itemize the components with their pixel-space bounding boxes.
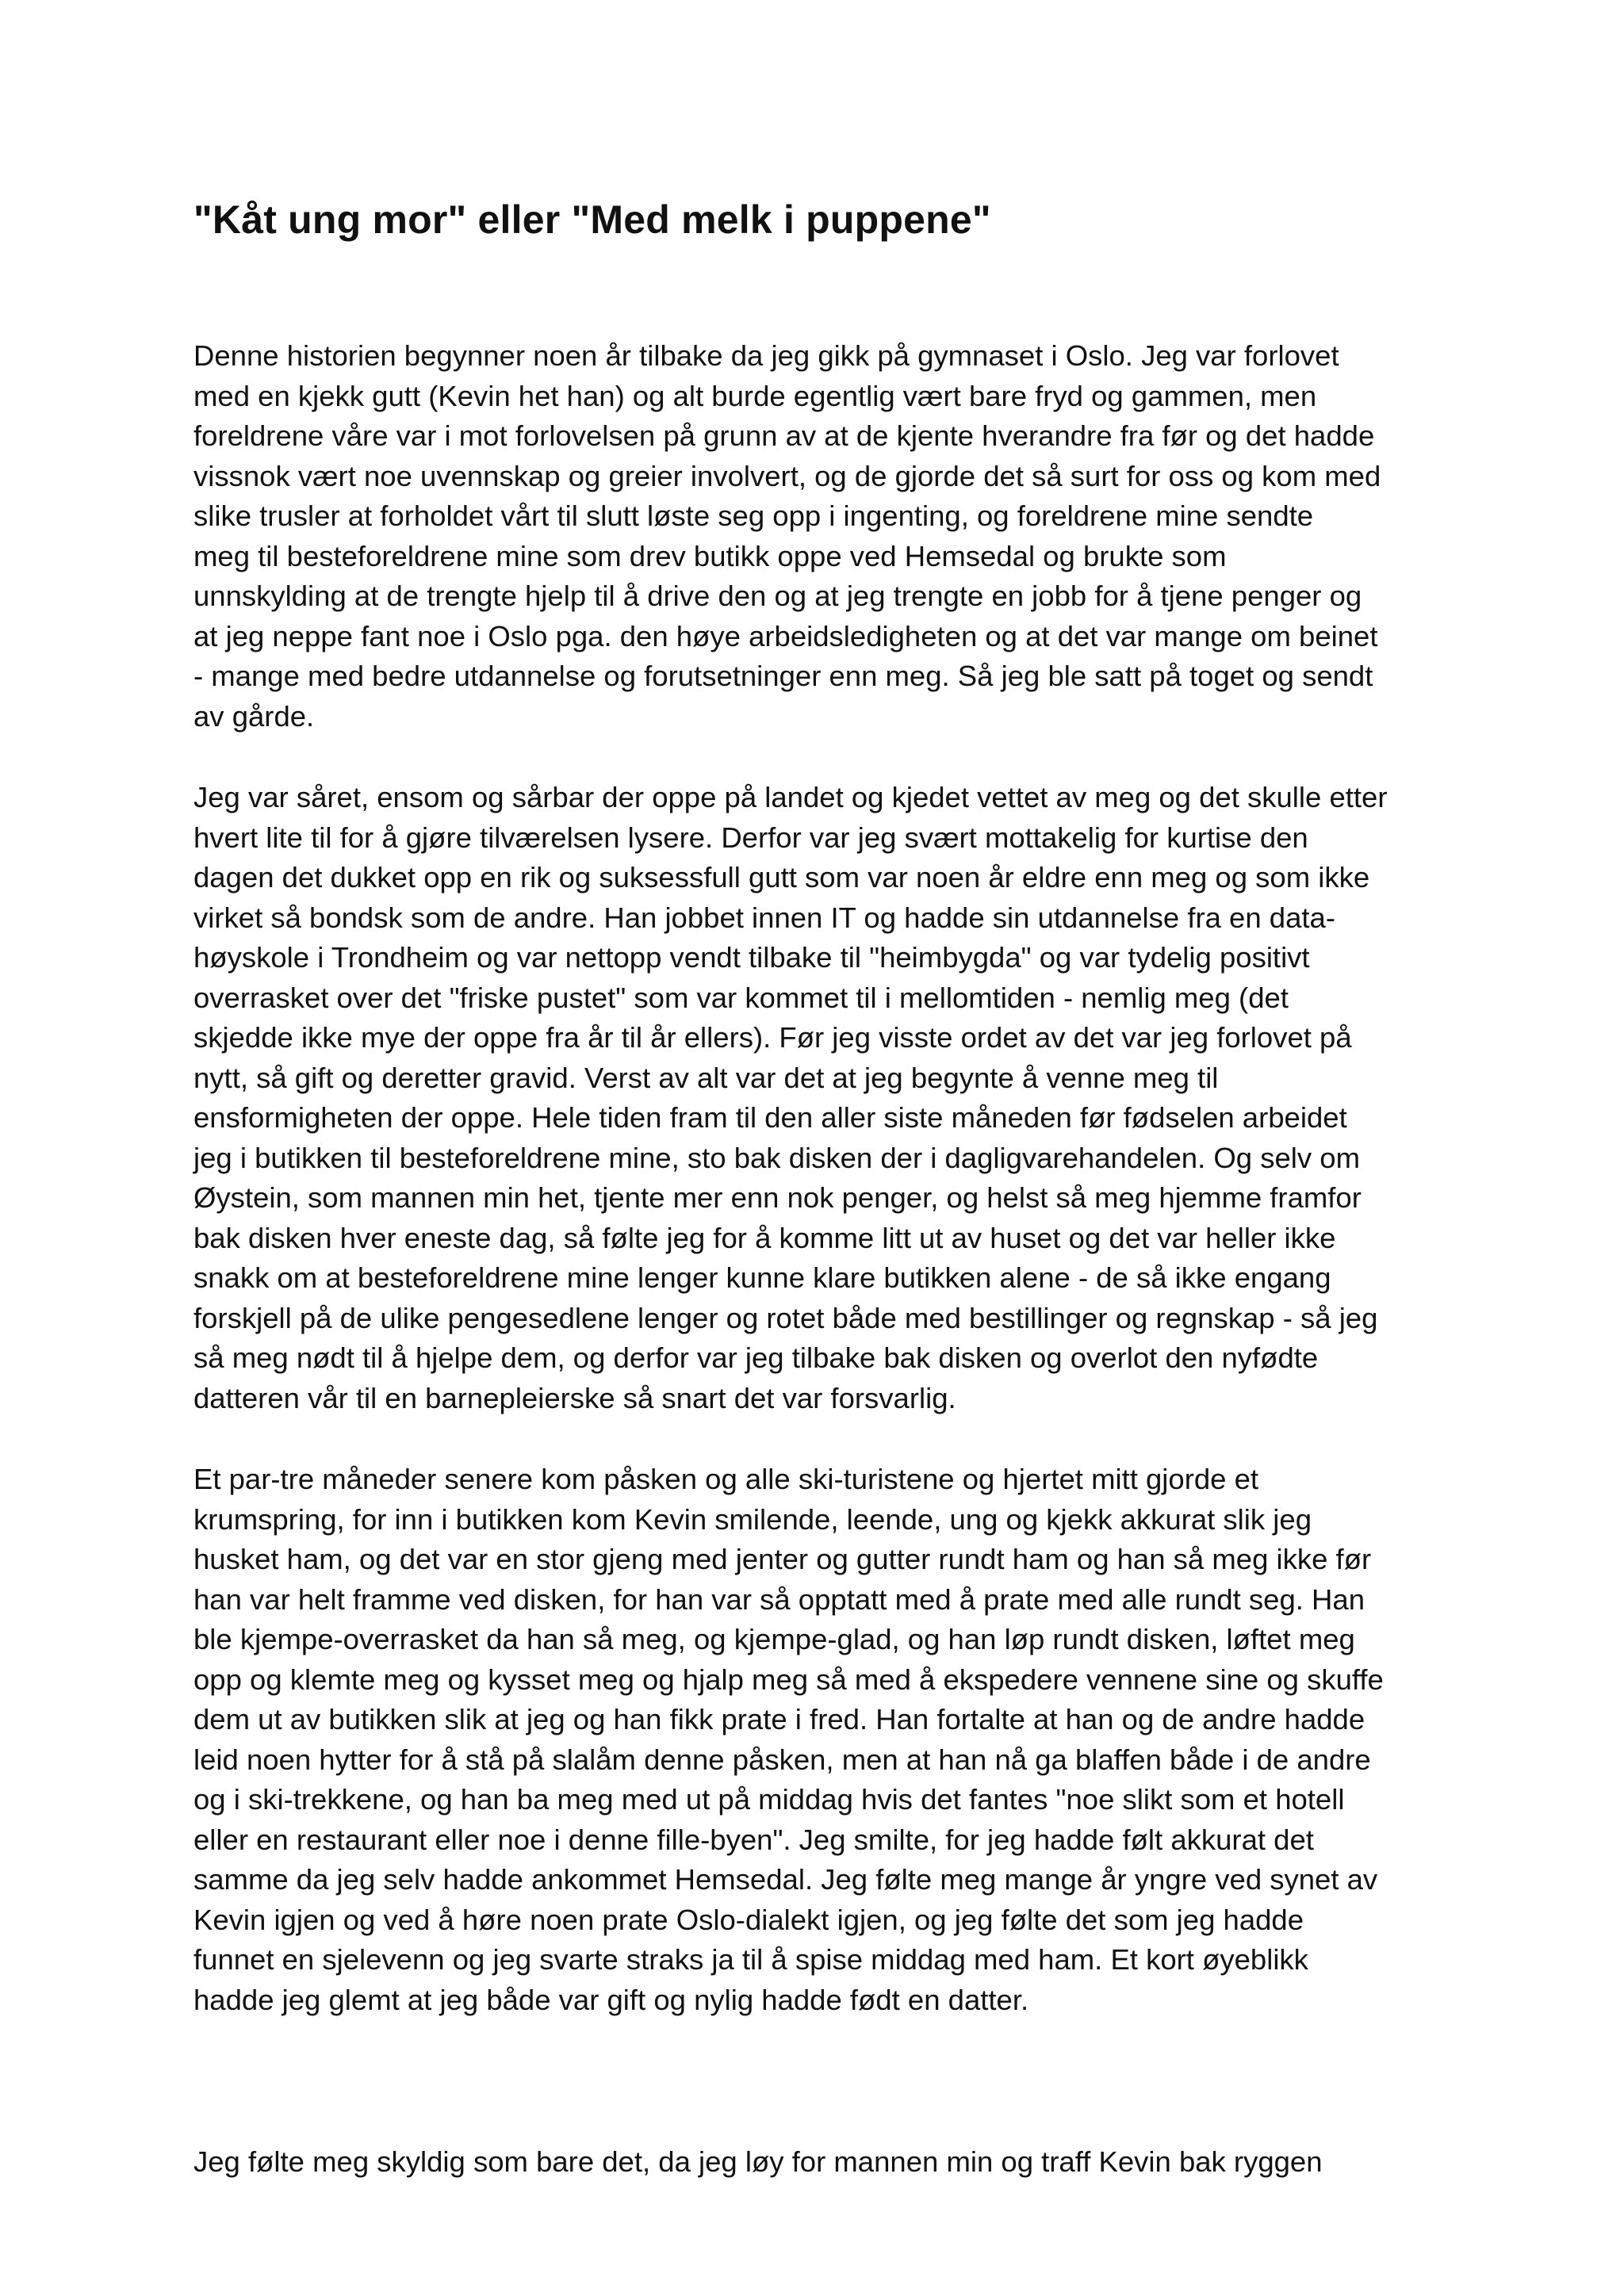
text-line: funnet en sjelevenn og jeg svarte straks ja til å spise middag med ham. Et kort øyeblikk	[193, 1943, 1308, 1976]
text-line: unnskylding at de trengte hjelp til å drive den og at jeg trengte en jobb for å tjene penger og	[193, 580, 1362, 612]
text-line: forskjell på de ulike pengesedlene lenger og rotet både med bestillinger og regnskap - så jeg	[193, 1301, 1378, 1334]
text-line: skjedde ikke mye der oppe fra år til år ellers). Før jeg visste ordet av det var jeg forlovet på	[193, 1021, 1352, 1054]
document-title: "Kåt ung mor" eller "Med melk i puppene"	[193, 197, 991, 242]
text-line: - mange med bedre utdannelse og forutsetninger enn meg. Så jeg ble satt på toget og sendt	[193, 660, 1373, 692]
text-line: han var helt framme ved disken, for han var så opptatt med å prate med alle rundt seg. Han	[193, 1582, 1365, 1616]
paragraph-4	[193, 2142, 1323, 2183]
text-line: Jeg var såret, ensom og sårbar der oppe på landet og kjedet vettet av meg og det skulle etter	[193, 781, 1388, 813]
text-line: dagen det dukket opp en rik og suksessfull gutt som var noen år eldre enn meg og som ikke	[193, 861, 1370, 894]
text-line: Denne historien begynner noen år tilbake da jeg gikk på gymnaset i Oslo. Jeg var forlovet	[193, 339, 1339, 372]
text-line: og i ski-trekkene, og han ba meg med ut på middag hvis det fantes "noe slikt som et hotell	[193, 1783, 1345, 1816]
text-line: leid noen hytter for å stå på slalåm denne påsken, men at han nå ga blaffen både i de andre	[193, 1743, 1371, 1776]
text-line: eller en restaurant eller noe i denne fille-byen". Jeg smilte, for jeg hadde følt akkurat det	[193, 1823, 1314, 1856]
text-line: jeg i butikken til besteforeldrene mine, sto bak disken der i dagligvarehandelen. Og selv om	[193, 1141, 1360, 1174]
paragraph-2	[193, 778, 1388, 1418]
text-line: snakk om at besteforeldrene mine lenger kunne klare butikken alene - de så ikke engang	[193, 1261, 1331, 1294]
text-line: høyskole i Trondheim og var nettopp vendt tilbake til "heimbygda" og var tydelig positivt	[193, 941, 1310, 974]
text-line: så meg nødt til å hjelpe dem, og derfor var jeg tilbake bak disken og overlot den nyfødte	[193, 1341, 1319, 1374]
text-line: opp og klemte meg og kysset meg og hjalp meg så med å ekspedere vennene sine og skuffe	[193, 1663, 1384, 1696]
text-line: med en kjekk gutt (Kevin het han) og alt burde egentlig vært bare fryd og gammen, men	[193, 379, 1317, 412]
text-line: samme da jeg selv hadde ankommet Hemsedal. Jeg følte meg mange år yngre ved synet av	[193, 1863, 1378, 1896]
text-line: nytt, så gift og deretter gravid. Verst av alt var det at jeg begynte å venne meg til	[193, 1061, 1219, 1094]
text-line: meg til besteforeldrene mine som drev butikk oppe ved Hemsedal og brukte som	[193, 539, 1227, 572]
text-line: foreldrene våre var i mot forlovelsen på grunn av at de kjente hverandre fra før og det hadde	[193, 419, 1375, 452]
text-line: datteren vår til en barnepleierske så snart det var forsvarlig.	[193, 1381, 956, 1414]
text-line: overrasket over det "friske pustet" som var kommet til i mellomtiden - nemlig meg (det	[193, 981, 1289, 1014]
text-line: at jeg neppe fant noe i Oslo pga. den høye arbeidsledigheten og at det var mange om beinet	[193, 619, 1378, 652]
text-line: slike trusler at forholdet vårt til slutt løste seg opp i ingenting, og foreldrene mine sendte	[193, 499, 1314, 532]
text-line: husket ham, og det var en stor gjeng med jenter og gutter rundt ham og han så meg ikke før	[193, 1543, 1372, 1575]
text-line: av gårde.	[193, 699, 315, 733]
text-line: vissnok vært noe uvennskap og greier involvert, og de gjorde det så surt for oss og kom med	[193, 459, 1381, 492]
text-line: dem ut av butikken slik at jeg og han fikk prate i fred. Han fortalte at han og de andre hadde	[193, 1703, 1365, 1735]
text-line: Øystein, som mannen min het, tjente mer enn nok penger, og helst så meg hjemme framfor	[193, 1181, 1362, 1214]
paragraph-3	[193, 1460, 1384, 2020]
text-line: bak disken hver eneste dag, så følte jeg for å komme litt ut av huset og det var heller ikke	[193, 1221, 1336, 1254]
text-line: hvert lite til for å gjøre tilværelsen lysere. Derfor var jeg svært mottakelig for kurtise den	[193, 821, 1308, 854]
text-line: Et par-tre måneder senere kom påsken og alle ski-turistene og hjertet mitt gjorde et	[193, 1463, 1259, 1495]
paragraph-1	[193, 336, 1381, 737]
text-line: Kevin igjen og ved å høre noen prate Oslo-dialekt igjen, og jeg følte det som jeg hadde	[193, 1903, 1304, 1936]
text-line: ensformigheten der oppe. Hele tiden fram til den aller siste måneden før fødselen arbeidet	[193, 1101, 1347, 1134]
text-line: virket så bondsk som de andre. Han jobbet innen IT og hadde sin utdannelse fra en data-	[193, 901, 1335, 934]
text-line: Jeg følte meg skyldig som bare det, da jeg løy for mannen min og traff Kevin bak ryggen	[193, 2145, 1323, 2178]
text-line: hadde jeg glemt at jeg både var gift og nylig hadde født en datter.	[193, 1983, 1029, 2016]
text-line: ble kjempe-overrasket da han så meg, og kjempe-glad, og han løp rundt disken, løftet meg	[193, 1623, 1355, 1655]
text-line: krumspring, for inn i butikken kom Kevin smilende, leende, ung og kjekk akkurat slik jeg	[193, 1502, 1312, 1536]
